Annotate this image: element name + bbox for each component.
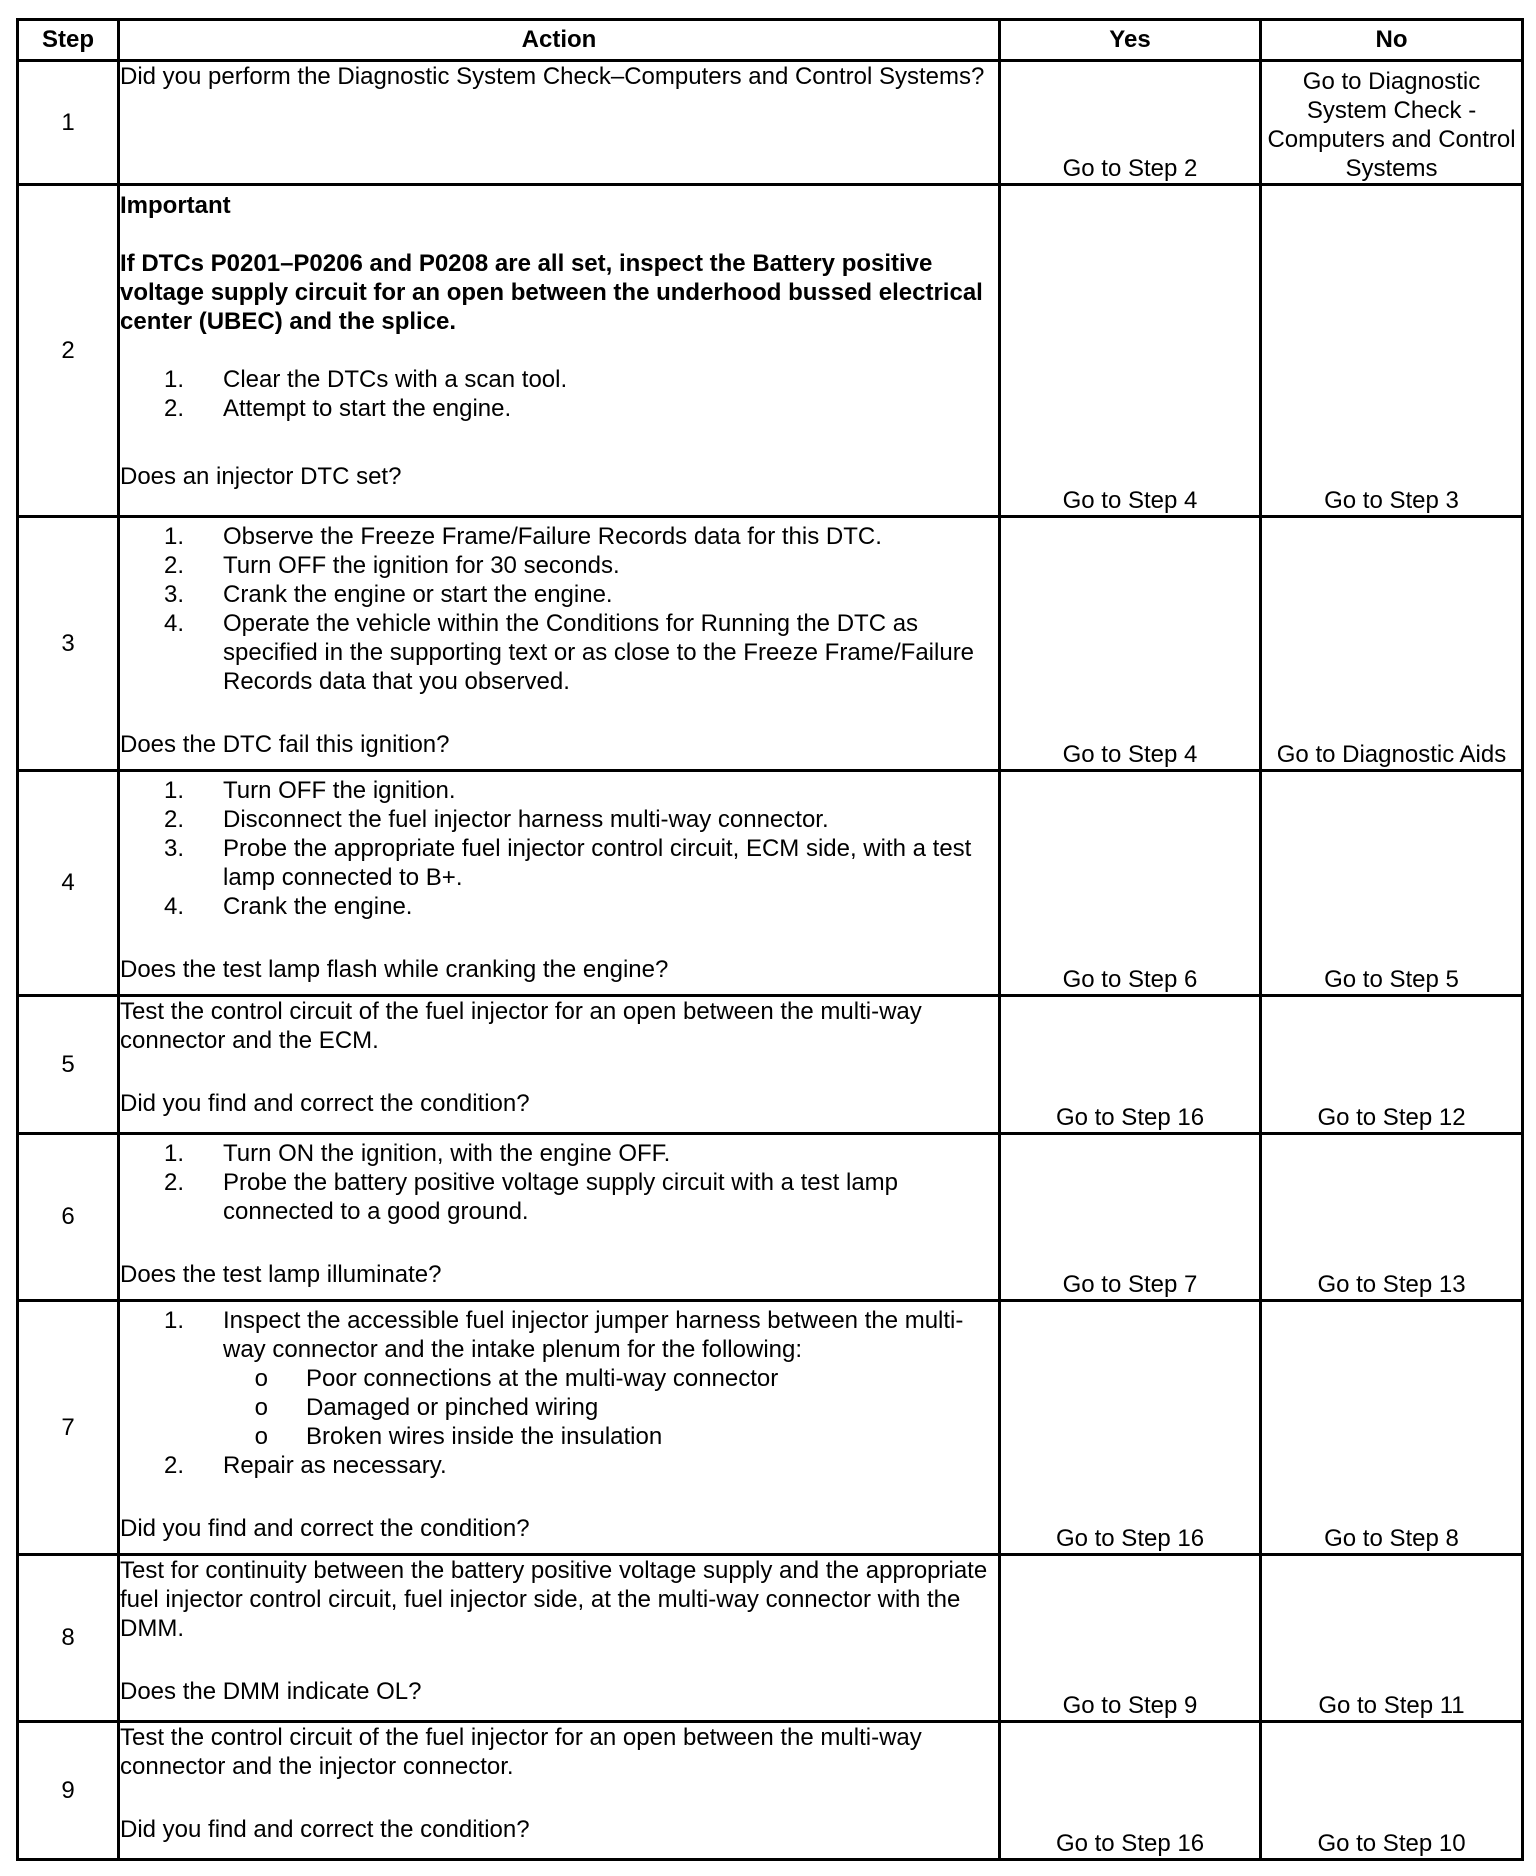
action-cell — [119, 185, 1000, 517]
table-row — [18, 185, 1523, 517]
yes-cell: Go to Step 6 — [1000, 771, 1261, 996]
no-cell: Go to Diagnostic Aids — [1261, 517, 1523, 771]
list-item — [120, 1168, 998, 1226]
no-cell: Go to Step 11 — [1261, 1555, 1523, 1722]
yes-cell: Go to Step 16 — [1000, 1301, 1261, 1555]
table-row — [18, 1722, 1523, 1860]
table-row — [18, 61, 1523, 185]
item-text: Inspect the accessible fuel injector jumper harness between the multi-way connector and the intake plenum for the following: — [223, 1307, 964, 1363]
step-number: 2 — [18, 185, 119, 517]
action-cell — [119, 1555, 1000, 1722]
list-item — [120, 1306, 998, 1364]
step-number: 9 — [18, 1722, 119, 1860]
list-item — [120, 834, 998, 892]
diagnostic-table — [16, 18, 1524, 1861]
question-text: Does the test lamp flash while cranking the engine? — [120, 956, 669, 983]
question-text: Did you find and correct the condition? — [120, 1515, 530, 1542]
item-text: Broken wires inside the insulation — [306, 1423, 663, 1450]
item-number: 1. — [163, 523, 184, 550]
item-text: Repair as necessary. — [223, 1452, 447, 1479]
action-cell — [119, 517, 1000, 771]
bullet-mark: o — [254, 1365, 268, 1392]
item-text: Observe the Freeze Frame/Failure Records data for this DTC. — [223, 523, 882, 550]
item-number: 1. — [163, 1307, 184, 1334]
item-text: Probe the battery positive voltage supply circuit with a test lamp connected to a good ground. — [223, 1169, 898, 1225]
list-item — [120, 394, 998, 423]
question-text: Did you find and correct the condition? — [120, 1816, 530, 1843]
important-label: Important — [120, 192, 231, 219]
item-number: 2. — [163, 395, 184, 422]
bullet-mark: o — [254, 1423, 268, 1450]
list-item — [120, 365, 998, 394]
sub-list — [120, 1364, 998, 1451]
sub-list-item — [120, 1364, 998, 1393]
step-number: 8 — [18, 1555, 119, 1722]
step-list — [120, 365, 998, 423]
bullet-mark: o — [254, 1394, 268, 1421]
action-cell — [119, 771, 1000, 996]
action-cell — [119, 996, 1000, 1134]
question-text: Does the test lamp illuminate? — [120, 1261, 442, 1288]
header-row — [18, 20, 1523, 61]
sub-list-item — [120, 1393, 998, 1422]
item-text: Probe the appropriate fuel injector control circuit, ECM side, with a test lamp connected to B+. — [223, 835, 972, 891]
item-text: Damaged or pinched wiring — [306, 1394, 599, 1421]
item-text: Poor connections at the multi-way connector — [306, 1365, 779, 1392]
step-list — [120, 776, 998, 921]
table-row — [18, 771, 1523, 996]
header-step: Step — [18, 20, 119, 61]
question-text: Does the DMM indicate OL? — [120, 1678, 422, 1705]
list-item — [120, 805, 998, 834]
step-number: 6 — [18, 1134, 119, 1301]
table-row — [18, 996, 1523, 1134]
question-text: Does the DTC fail this ignition? — [120, 731, 450, 758]
step-list — [120, 1139, 998, 1226]
item-text: Crank the engine or start the engine. — [223, 581, 613, 608]
no-cell: Go to Diagnostic System Check - Computers and Control Systems — [1261, 61, 1523, 185]
yes-cell: Go to Step 4 — [1000, 185, 1261, 517]
table-row — [18, 517, 1523, 771]
item-number: 1. — [163, 1140, 184, 1167]
item-number: 2. — [163, 806, 184, 833]
table-row — [18, 1555, 1523, 1722]
action-text: Test for continuity between the battery positive voltage supply and the appropriate fuel injector control circuit, fuel injector side, at the multi-way connector with the DMM. — [120, 1557, 988, 1642]
yes-cell: Go to Step 9 — [1000, 1555, 1261, 1722]
list-item — [120, 609, 998, 696]
item-text: Crank the engine. — [223, 893, 413, 920]
sub-list-item — [120, 1422, 998, 1451]
action-cell — [119, 1134, 1000, 1301]
yes-cell: Go to Step 2 — [1000, 61, 1261, 185]
question-text: Does an injector DTC set? — [120, 463, 402, 490]
no-cell: Go to Step 10 — [1261, 1722, 1523, 1860]
step-number: 5 — [18, 996, 119, 1134]
item-number: 2. — [163, 1452, 184, 1479]
list-item — [120, 522, 998, 551]
question-text: Did you find and correct the condition? — [120, 1090, 530, 1117]
step-number: 3 — [18, 517, 119, 771]
yes-cell: Go to Step 4 — [1000, 517, 1261, 771]
action-cell — [119, 61, 1000, 185]
step-number: 7 — [18, 1301, 119, 1555]
item-text: Turn OFF the ignition for 30 seconds. — [223, 552, 620, 579]
list-item — [120, 580, 998, 609]
item-number: 1. — [163, 366, 184, 393]
header-yes: Yes — [1000, 20, 1261, 61]
action-text: Did you perform the Diagnostic System Check–Computers and Control Systems? — [120, 63, 985, 90]
no-cell: Go to Step 12 — [1261, 996, 1523, 1134]
yes-cell: Go to Step 16 — [1000, 1722, 1261, 1860]
no-cell: Go to Step 3 — [1261, 185, 1523, 517]
table-row — [18, 1134, 1523, 1301]
action-text: Test the control circuit of the fuel injector for an open between the multi-way connector and the ECM. — [120, 998, 922, 1054]
important-text: If DTCs P0201–P0206 and P0208 are all set, inspect the Battery positive voltage supply circuit for an open between the underhood bussed electrical center (UBEC) and the splice. — [120, 250, 983, 335]
item-text: Attempt to start the engine. — [223, 395, 512, 422]
step-list — [120, 522, 998, 696]
list-item — [120, 1451, 998, 1480]
action-cell — [119, 1722, 1000, 1860]
item-number: 3. — [163, 835, 184, 862]
list-item — [120, 892, 998, 921]
yes-cell: Go to Step 7 — [1000, 1134, 1261, 1301]
item-text: Turn OFF the ignition. — [223, 777, 456, 804]
no-cell: Go to Step 8 — [1261, 1301, 1523, 1555]
list-item — [120, 551, 998, 580]
no-cell: Go to Step 5 — [1261, 771, 1523, 996]
action-cell — [119, 1301, 1000, 1555]
item-text: Disconnect the fuel injector harness multi-way connector. — [223, 806, 829, 833]
item-number: 3. — [163, 581, 184, 608]
item-number: 1. — [163, 777, 184, 804]
item-number: 4. — [163, 610, 184, 637]
yes-cell: Go to Step 16 — [1000, 996, 1261, 1134]
item-text: Clear the DTCs with a scan tool. — [223, 366, 568, 393]
item-number: 4. — [163, 893, 184, 920]
list-item — [120, 1139, 998, 1168]
item-text: Turn ON the ignition, with the engine OFF. — [223, 1140, 671, 1167]
item-number: 2. — [163, 1169, 184, 1196]
step-number: 1 — [18, 61, 119, 185]
item-text: Operate the vehicle within the Conditions for Running the DTC as specified in the supporting text or as close to the Freeze Frame/Failure Records data that you observed. — [223, 610, 975, 695]
header-no: No — [1261, 20, 1523, 61]
step-list — [120, 1451, 998, 1480]
header-action: Action — [119, 20, 1000, 61]
step-number: 4 — [18, 771, 119, 996]
list-item — [120, 776, 998, 805]
action-text: Test the control circuit of the fuel injector for an open between the multi-way connector and the injector connector. — [120, 1724, 922, 1780]
step-list — [120, 1306, 998, 1364]
item-number: 2. — [163, 552, 184, 579]
table-row — [18, 1301, 1523, 1555]
no-cell: Go to Step 13 — [1261, 1134, 1523, 1301]
